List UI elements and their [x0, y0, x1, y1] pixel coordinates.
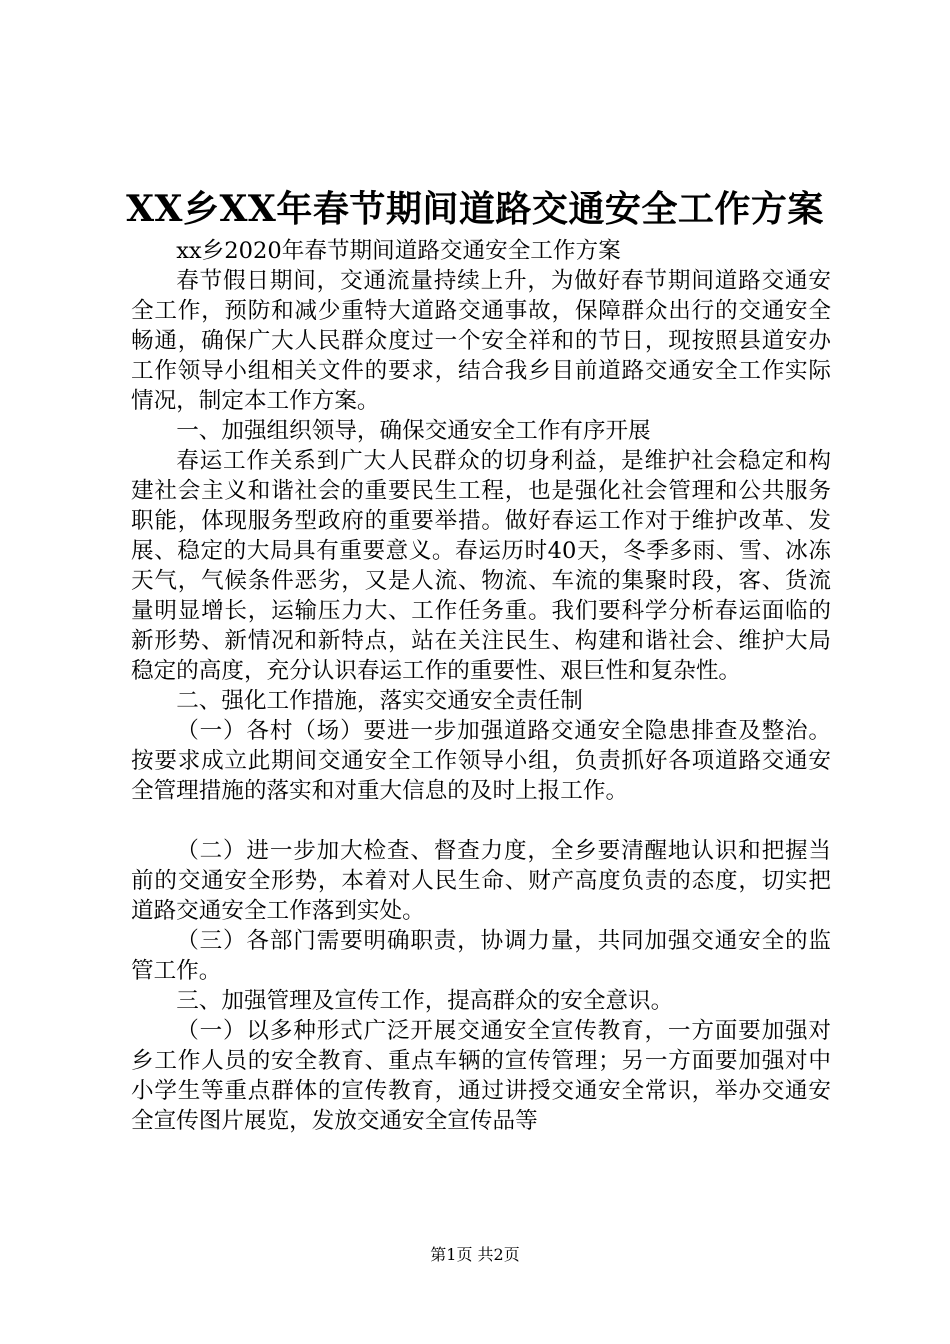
page-number-footer: 第1页 共2页 [430, 1245, 520, 1264]
intro-paragraph: 春节假日期间，交通流量持续上升，为做好春节期间道路交通安全工作，预防和减少重特大道路交通事故，保障群众出行的交通安全畅通，确保广大人民群众度过一个安全祥和的节日，现按照县道安办工作领导小组相关文件的要求，结合我乡目前道路交通安全工作实际情况，制定本工作方案。 [131, 268, 831, 414]
section-2-item-2: （二）进一步加大检查、督查力度，全乡要清醒地认识和把握当前的交通安全形势，本着对人民生命、财产高度负责的态度，切实把道路交通安全工作落到实处。 [131, 838, 831, 924]
subtitle-paragraph: xx乡2020年春节期间道路交通安全工作方案 [176, 238, 621, 264]
section-1-paragraph: 春运工作关系到广大人民群众的切身利益，是维护社会稳定和构建社会主义和谐社会的重要民生工程，也是强化社会管理和公共服务职能，体现服务型政府的重要举措。做好春运工作对于维护改革、发展、稳定的大局具有重要意义。春运历时40天，冬季多雨、雪、冰冻天气，气候条件恶劣，又是人流、物流、车流的集聚时段，客、货流量明显增长，运输压力大、工作任务重。我们要科学分析春运面临的新形势、新情况和新特点，站在关注民生、构建和谐社会、维护大局稳定的高度，充分认识春运工作的重要性、艰巨性和复杂性。 [131, 448, 831, 684]
document-title: XX乡XX年春节期间道路交通安全工作方案 [126, 188, 824, 230]
section-2-item-3: （三）各部门需要明确职责，协调力量，共同加强交通安全的监管工作。 [131, 928, 831, 984]
section-2-item-1: （一）各村（场）要进一步加强道路交通安全隐患排查及整治。按要求成立此期间交通安全工作领导小组，负责抓好各项道路交通安全管理措施的落实和对重大信息的及时上报工作。 [131, 718, 831, 804]
section-heading-3: 三、加强管理及宣传工作，提高群众的安全意识。 [176, 988, 674, 1014]
section-heading-1: 一、加强组织领导，确保交通安全工作有序开展 [176, 418, 651, 444]
section-3-item-1: （一）以多种形式广泛开展交通安全宣传教育，一方面要加强对乡工作人员的安全教育、重点车辆的宣传管理；另一方面要加强对中小学生等重点群体的宣传教育，通过讲授交通安全常识，举办交通安全宣传图片展览，发放交通安全宣传品等 [131, 1018, 831, 1134]
document-body [131, 236, 831, 1136]
section-heading-2: 二、强化工作措施，落实交通安全责任制 [176, 688, 583, 714]
